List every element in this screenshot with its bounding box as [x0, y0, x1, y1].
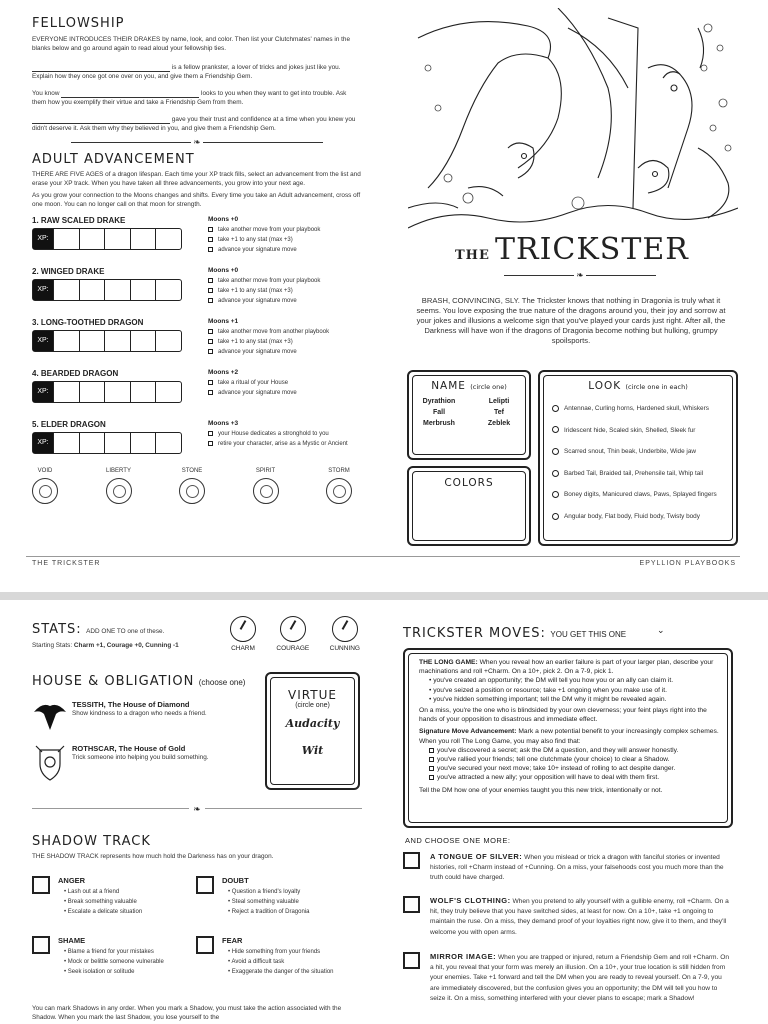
xp-box[interactable] — [79, 433, 105, 453]
look-option-text: Angular body, Flat body, Fluid body, Twisty body — [564, 512, 700, 520]
look-option-row[interactable] — [552, 398, 736, 420]
bullet-icon — [552, 491, 559, 498]
starting-stats-values: Charm +1, Courage +0, Cunning -1 — [73, 642, 179, 649]
stat-dial-icon[interactable] — [280, 616, 306, 642]
moon-item[interactable] — [326, 468, 352, 504]
look-box-title: LOOK (circle one in each) — [588, 380, 688, 392]
checkbox[interactable] — [208, 339, 213, 344]
name-option[interactable]: Fall — [432, 409, 446, 416]
stat-dial-icon[interactable] — [332, 616, 358, 642]
look-options — [552, 398, 736, 528]
silver-name: A TONGUE OF SILVER: — [430, 852, 523, 861]
xp-track — [32, 330, 182, 352]
stage-moons: Moons +0 — [208, 267, 239, 274]
fellowship-tie-2-text: looks to you when they want to get into trouble. Ask them how you exemplify their virtue and take a Friendship Gem from them. — [32, 90, 347, 106]
fellowship-tie-3 — [32, 115, 362, 133]
look-option-row[interactable] — [552, 420, 736, 442]
house-gold-obligation: Trick someone into helping you build something. — [72, 754, 209, 761]
checkbox[interactable] — [208, 237, 213, 242]
fellowship-title: FELLOWSHIP — [32, 16, 125, 31]
xp-box[interactable] — [53, 382, 79, 402]
title-the: THE — [455, 248, 490, 263]
signature-tell: Tell the DM how one of your enemies taught you this new trick, intentionally or not. — [419, 786, 663, 794]
house-title: HOUSE & OBLIGATION — [32, 674, 195, 689]
xp-box[interactable] — [104, 433, 130, 453]
shadow-action: • Lash out at a friend — [64, 887, 142, 897]
fellowship-section — [32, 16, 362, 504]
stat-label: COURAGE — [276, 645, 310, 652]
house-hint: (choose one) — [198, 678, 246, 687]
chevron-down-icon: ⌄ — [657, 625, 665, 635]
stage-option-label: advance your signature move — [218, 298, 297, 304]
checkbox[interactable] — [429, 766, 434, 771]
playbook-title — [455, 232, 689, 267]
stage-moons: Moons +0 — [208, 216, 239, 223]
fellowship-tie-1-text: is a fellow prankster, a lover of tricks and jokes just like you. Explain how they once got one over on you, and give them a Friendship Gem. — [32, 64, 341, 80]
mirror-name: MIRROR IMAGE: — [430, 952, 497, 961]
look-option-row[interactable] — [552, 506, 736, 528]
signature-name: Signature Move Advancement: — [419, 728, 517, 736]
shadow-intro: THE SHADOW TRACK represents how much hold the Darkness has on your dragon. — [32, 853, 274, 860]
shadow-action: • Avoid a difficult task — [228, 957, 334, 967]
moon-label: LIBERTY — [106, 468, 131, 474]
long-game-option-text: you've hidden something important; tell the DM why it might be revealed again. — [433, 695, 667, 703]
virtue-wit[interactable]: Wit — [301, 744, 324, 757]
shadow-actions — [64, 887, 142, 917]
trickster-description: BRASH, CONVINCING, SLY. The Trickster knows that nothing in Dragonia is truly what it seems. You love exposing the true nature of the dragons around you, their joy and sorrow at your jokes and illusions a welcome sign that you've played your cards just right. After all, the Darkness will have won if the dragons of Dragonia become nothing but hulking, grumpy spoilsports. — [416, 296, 726, 345]
adult-advancement-title: ADULT ADVANCEMENT — [32, 152, 195, 167]
shadow-action: • Hide something from your friends — [228, 947, 334, 957]
signature-option-text: you've rallied your friends; tell one clutchmate (your choice) to clear a Shadow. — [437, 756, 670, 764]
stage-moons: Moons +1 — [208, 318, 239, 325]
signature-option-text: you've discovered a secret; ask the DM a question, and they will answer honestly. — [437, 746, 679, 754]
signature-option[interactable] — [419, 764, 723, 773]
look-box — [538, 370, 738, 546]
stage-options — [208, 327, 329, 357]
stage-option-label: advance your signature move — [218, 349, 297, 355]
house-section — [32, 672, 262, 690]
moon-label: SPIRIT — [255, 468, 276, 474]
shadow-action: • Blame a friend for your mistakes — [64, 947, 164, 957]
xp-box[interactable] — [130, 331, 156, 351]
stage-option[interactable] — [208, 235, 320, 245]
look-option-row[interactable] — [552, 484, 736, 506]
xp-box[interactable] — [155, 331, 181, 351]
look-option-text: Scarred snout, Thin beak, Underbite, Wide jaw — [564, 448, 697, 456]
long-game-option: • you've hidden something important; tell the DM why it might be revealed again. — [429, 695, 667, 703]
xp-track — [32, 279, 182, 301]
signature-desc: Mark a new potential benefit to your increasingly complex schemes. When you roll The Long Game, you may also find that: — [419, 728, 719, 745]
checkbox[interactable] — [208, 227, 213, 232]
xp-box[interactable] — [79, 382, 105, 402]
long-game-option-text: you've created an opportunity; the DM will tell you how you or an ally can claim it. — [433, 677, 674, 685]
shadow-actions — [64, 947, 164, 977]
stage-option-label: retire your character, arise as a Mystic or Ancient — [218, 441, 348, 447]
long-game-option: • you've seized a position or resource; take +1 ongoing when you make use of it. — [429, 686, 668, 694]
name-option[interactable]: Lelipti — [488, 398, 510, 405]
bullet-icon — [552, 513, 559, 520]
house-diamond-name: TESSITH, The House of Diamond — [72, 700, 190, 709]
stage-moons: Moons +3 — [208, 420, 239, 427]
shadow-flourish: ❧ — [32, 804, 362, 815]
wolf-desc: When you pretend to ally yourself with a gullible enemy, roll +Charm. On a hit, they truly believe that you have switched sides, at least for now. On a 10+, take +1 ongoing to maintain the ruse. On a miss, they demand proof of your loyalties right now, give it to them, and they'll welcome you with open arms. — [430, 898, 729, 936]
xp-box[interactable] — [155, 382, 181, 402]
moon-label: STORM — [328, 468, 350, 474]
moon-item[interactable] — [179, 468, 205, 504]
xp-label: XP: — [33, 229, 53, 249]
stat-dial-icon[interactable] — [230, 616, 256, 642]
stage-option-label: advance your signature move — [218, 247, 297, 253]
colors-box-title: COLORS — [444, 477, 494, 489]
xp-label: XP: — [33, 280, 53, 300]
moon-item[interactable] — [32, 468, 58, 504]
shadow-actions — [228, 887, 310, 917]
shadow-name: SHAME — [58, 936, 86, 945]
stage-option-label: take +1 to any stat (max +3) — [218, 339, 293, 345]
bullet-icon — [552, 426, 559, 433]
move-checkbox[interactable] — [403, 896, 420, 913]
stat-courage[interactable] — [276, 616, 309, 652]
mirror-desc: When you are trapped or injured, return a Friendship Gem and roll +Charm. On a hit, you reveal that your form was merely an illusion. On a 10+, your true location is still hidden from your enemies. Take +1 forward and tell the DM when you are ready to reveal yourself. On a 7-9, you are immediately discovered, but the confusion gives you an opportunity; the DM will tell you how to seize it. On a miss, something interfered with your clever plans to escape; mark a Shadow! — [430, 954, 730, 1002]
signature-option[interactable] — [419, 773, 723, 782]
xp-box[interactable] — [130, 433, 156, 453]
stage-title: 4. BEARDED DRAGON — [32, 369, 119, 378]
house-gold-name: ROTHSCAR, The House of Gold — [72, 744, 186, 753]
moves-heading — [403, 624, 733, 642]
xp-box[interactable] — [155, 280, 181, 300]
shadow-action: • Steal something valuable — [228, 897, 310, 907]
shadow-action: • Mock or belittle someone vulnerable — [64, 957, 164, 967]
starting-stats-label: Starting Stats: — [32, 642, 73, 649]
xp-box[interactable] — [79, 229, 105, 249]
xp-box[interactable] — [130, 280, 156, 300]
move-checkbox[interactable] — [403, 952, 420, 969]
stage-options — [208, 225, 320, 255]
xp-box[interactable] — [53, 331, 79, 351]
shadow-checkbox[interactable] — [32, 876, 50, 894]
checkbox[interactable] — [429, 757, 434, 762]
dragon-illustration — [408, 8, 738, 236]
house-diamond[interactable] — [72, 700, 207, 718]
xp-box[interactable] — [53, 433, 79, 453]
stage-option-label: take another move from your playbook — [218, 278, 321, 284]
checkbox[interactable] — [208, 288, 213, 293]
moon-row — [32, 468, 352, 504]
starting-stats — [32, 641, 232, 650]
look-option-text: Boney digits, Manicured claws, Paws, Splayed fingers — [564, 491, 717, 499]
footer-rule — [26, 556, 740, 557]
move-tongue-of-silver[interactable] — [403, 852, 733, 894]
long-game-intro — [419, 658, 723, 676]
name-option[interactable]: Merbrush — [423, 420, 455, 427]
name-box-title: NAME (circle one) — [431, 380, 507, 392]
look-option-text: Barbed Tail, Braided tail, Prehensile tail, Whip tail — [564, 469, 704, 477]
shadow-checkbox[interactable] — [32, 936, 50, 954]
shadow-name: ANGER — [58, 876, 86, 885]
stats-section — [32, 620, 232, 650]
colors-box — [407, 466, 531, 546]
signature-option[interactable] — [419, 746, 723, 755]
stat-label: CUNNING — [329, 645, 360, 652]
long-game-text — [419, 658, 723, 795]
moon-symbol-icon — [326, 478, 352, 504]
moon-symbol-icon — [106, 478, 132, 504]
look-option-row[interactable] — [552, 463, 736, 485]
stage-option-label: take another move from your playbook — [218, 227, 321, 233]
look-option-row[interactable] — [552, 441, 736, 463]
stat-label: CHARM — [231, 645, 255, 652]
xp-box[interactable] — [130, 382, 156, 402]
long-game-option: • you've created an opportunity; the DM will tell you how you or an ally can claim it. — [429, 677, 674, 685]
moon-item[interactable] — [106, 468, 132, 504]
silver-desc: When you mislead or trick a dragon with fanciful stories or invented histories, roll +Charm instead of +Cunning. On a miss, your falsehoods cost you much more than the truth could have charged. — [430, 854, 724, 882]
stage-options — [208, 276, 320, 306]
long-game-options — [419, 676, 723, 704]
fellowship-tie-2-pre: You know — [32, 90, 60, 97]
xp-box[interactable] — [79, 280, 105, 300]
virtue-box — [265, 672, 360, 790]
look-option-text: Antennae, Curling horns, Hardened skull, Whiskers — [564, 405, 709, 412]
title-flourish: ❧ — [490, 270, 670, 281]
stage-option-label: advance your signature move — [218, 390, 297, 396]
moon-symbol-icon — [179, 478, 205, 504]
checkbox[interactable] — [208, 298, 213, 303]
shadow-action: • Escalate a delicate situation — [64, 907, 142, 917]
xp-box[interactable] — [53, 280, 79, 300]
checkbox[interactable] — [208, 431, 213, 436]
clutchmate-blank-2[interactable] — [61, 90, 199, 98]
house-gold[interactable] — [72, 744, 209, 762]
divider-flourish: ❧ — [32, 137, 362, 148]
stage-title: 2. WINGED DRAKE — [32, 267, 105, 276]
xp-box[interactable] — [104, 382, 130, 402]
name-option[interactable]: Dyrathion — [422, 398, 456, 405]
stage-moons: Moons +2 — [208, 369, 239, 376]
footer-left: THE TRICKSTER — [32, 560, 101, 567]
stat-cunning[interactable] — [330, 616, 360, 652]
bullet-icon — [552, 470, 559, 477]
move-checkbox[interactable] — [403, 852, 420, 869]
long-game-name: THE LONG GAME: — [419, 659, 478, 666]
page-gap — [0, 592, 768, 600]
gold-house-icon — [32, 740, 68, 782]
xp-box[interactable] — [53, 229, 79, 249]
xp-box[interactable] — [79, 331, 105, 351]
stage-options — [208, 378, 297, 398]
checkbox[interactable] — [208, 380, 213, 385]
checkbox[interactable] — [429, 775, 434, 780]
shadow-action: • Reject a tradition of Dragonia — [228, 907, 310, 917]
moon-label: STONE — [181, 468, 203, 474]
adult-advancement-p2: As you grow your connection to the Moons changes and shifts. Every time you take an Adult advancement, cross off one moon. You can no longer call on that moon for strength. — [32, 192, 361, 208]
checkbox[interactable] — [429, 748, 434, 753]
stats-hint: ADD ONE TO one of these. — [86, 628, 165, 635]
stats-title: STATS: — [32, 622, 82, 637]
virtue-audacity[interactable]: Audacity — [285, 717, 340, 730]
shadow-name: FEAR — [222, 936, 243, 945]
virtue-hint: (circle one) — [295, 702, 330, 709]
diamond-house-icon — [32, 698, 68, 734]
checkbox[interactable] — [208, 390, 213, 395]
virtue-title: VIRTUE — [288, 688, 337, 702]
advancement-stage — [32, 369, 362, 413]
look-option-text: Iridescent hide, Scaled skin, Shelled, Sleek fur — [564, 426, 696, 434]
stage-option[interactable] — [208, 347, 329, 357]
stage-options — [208, 429, 348, 449]
moves-title: TRICKSTER MOVES: — [403, 626, 546, 641]
adult-advancement-p1: THERE ARE FIVE AGES of a dragon lifespan. Each time your XP track fills, select an advancement from the list and erase your XP track. When you have taken all three advancements, you grow into your next age. — [32, 171, 361, 187]
shadow-checkbox[interactable] — [196, 936, 214, 954]
shadow-action: • Break something valuable — [64, 897, 142, 907]
moon-item[interactable] — [253, 468, 279, 504]
stage-option-label: take a ritual of your House — [218, 380, 289, 386]
stage-option-label: take +1 to any stat (max +3) — [218, 288, 293, 294]
fellowship-intro: EVERYONE INTRODUCES THEIR DRAKES by name, look, and color. Then list your Clutchmates' names in the blanks below and go around again to read aloud your fellowship ties. — [32, 36, 351, 52]
advancement-stage — [32, 267, 362, 311]
name-option[interactable]: Tef — [494, 409, 504, 416]
shadow-checkbox[interactable] — [196, 876, 214, 894]
shadow-title: SHADOW TRACK — [32, 834, 151, 849]
shadow-name: DOUBT — [222, 876, 249, 885]
advancement-stage — [32, 216, 362, 260]
xp-label: XP: — [33, 331, 53, 351]
stage-option[interactable] — [208, 429, 348, 439]
checkbox[interactable] — [208, 441, 213, 446]
xp-box[interactable] — [130, 229, 156, 249]
wolf-name: WOLF'S CLOTHING: — [430, 896, 511, 905]
footer-right: EPYLLION PLAYBOOKS — [639, 560, 736, 567]
stage-option[interactable] — [208, 439, 348, 449]
stage-option[interactable] — [208, 245, 320, 255]
long-game-miss: On a miss, you're the one who is blindsided by your own cleverness; your feint plays right into the hands of your opposition to disastrous and immediate effect. — [419, 707, 707, 724]
shadow-outro: You can mark Shadows in any order. When you mark a Shadow, you must take the action associated with the Shadow. When you mark the last Shadow, you lose yourself to the — [32, 1005, 342, 1021]
long-game-option-text: you've seized a position or resource; take +1 ongoing when you make use of it. — [433, 686, 668, 694]
stage-option[interactable] — [208, 276, 320, 286]
long-game-move — [403, 648, 733, 828]
xp-box[interactable] — [104, 280, 130, 300]
xp-box[interactable] — [104, 229, 130, 249]
name-option[interactable]: Zeblek — [487, 420, 511, 427]
checkbox[interactable] — [208, 278, 213, 283]
moon-symbol-icon — [253, 478, 279, 504]
checkbox[interactable] — [208, 329, 213, 334]
shadow-action: • Seek isolation or solitude — [64, 967, 164, 977]
name-options — [409, 398, 529, 427]
stage-option-label: take another move from another playbook — [218, 329, 330, 335]
xp-box[interactable] — [155, 433, 181, 453]
moves-hint: YOU GET THIS ONE — [550, 630, 627, 639]
move-mirror-image[interactable] — [403, 952, 733, 1022]
stage-option[interactable] — [208, 286, 320, 296]
stats-heading — [32, 620, 232, 638]
xp-box[interactable] — [155, 229, 181, 249]
stat-circles — [230, 616, 360, 652]
stage-title: 3. LONG-TOOTHED DRAGON — [32, 318, 144, 327]
stage-option[interactable] — [208, 225, 320, 235]
advancement-stage — [32, 318, 362, 362]
fellowship-tie-1 — [32, 63, 362, 81]
signature-options — [419, 746, 723, 783]
stat-charm[interactable] — [230, 616, 256, 652]
signature-option[interactable] — [419, 755, 723, 764]
shadow-action: • Question a friend's loyalty — [228, 887, 310, 897]
name-box — [407, 370, 531, 460]
signature-advancement — [419, 727, 723, 745]
signature-option-text: you've secured your next move; take 10+ instead of rolling to act despite danger. — [437, 765, 676, 773]
stage-option[interactable] — [208, 388, 297, 398]
clutchmate-blank-1[interactable] — [32, 64, 170, 72]
shadow-action: • Exaggerate the danger of the situation — [228, 967, 334, 977]
moon-symbol-icon — [32, 478, 58, 504]
stage-option[interactable] — [208, 378, 297, 388]
stage-option[interactable] — [208, 296, 320, 306]
shadow-actions — [228, 947, 334, 977]
clutchmate-blank-3[interactable] — [32, 116, 170, 124]
xp-track — [32, 432, 182, 454]
house-diamond-obligation: Show kindness to a dragon who needs a friend. — [72, 710, 207, 717]
advancement-stage — [32, 420, 362, 464]
xp-box[interactable] — [104, 331, 130, 351]
stage-option[interactable] — [208, 327, 329, 337]
xp-label: XP: — [33, 382, 53, 402]
checkbox[interactable] — [208, 247, 213, 252]
bullet-icon — [552, 448, 559, 455]
stage-title: 5. ELDER DRAGON — [32, 420, 106, 429]
xp-track — [32, 228, 182, 250]
title-trickster: TRICKSTER — [494, 232, 689, 267]
move-wolfs-clothing[interactable] — [403, 896, 733, 946]
long-game-desc: When you reveal how an earlier failure is part of your larger plan, describe your machinations and roll +Charm. On a 10+, pick 2. On a 7-9, pick 1. — [419, 659, 714, 676]
fellowship-tie-3-text: gave you their trust and confidence at a time when you knew you didn't deserve it. Ask them why they believed in you, and give them a Friendship Gem. — [32, 116, 356, 132]
stage-title: 1. RAW SCALED DRAKE — [32, 216, 126, 225]
fellowship-tie-2 — [32, 89, 362, 107]
stage-option[interactable] — [208, 337, 329, 347]
stage-option-label: your House dedicates a stronghold to you — [218, 431, 329, 437]
xp-track — [32, 381, 182, 403]
stage-option-label: take +1 to any stat (max +3) — [218, 237, 293, 243]
xp-label: XP: — [33, 433, 53, 453]
checkbox[interactable] — [208, 349, 213, 354]
moon-label: VOID — [37, 468, 53, 474]
signature-option-text: you've attracted a new ally; your opposition will have to deal with them first. — [437, 774, 660, 782]
advancement-stages — [32, 216, 362, 464]
bullet-icon — [552, 405, 559, 412]
choose-one-more: AND CHOOSE ONE MORE: — [405, 836, 511, 845]
